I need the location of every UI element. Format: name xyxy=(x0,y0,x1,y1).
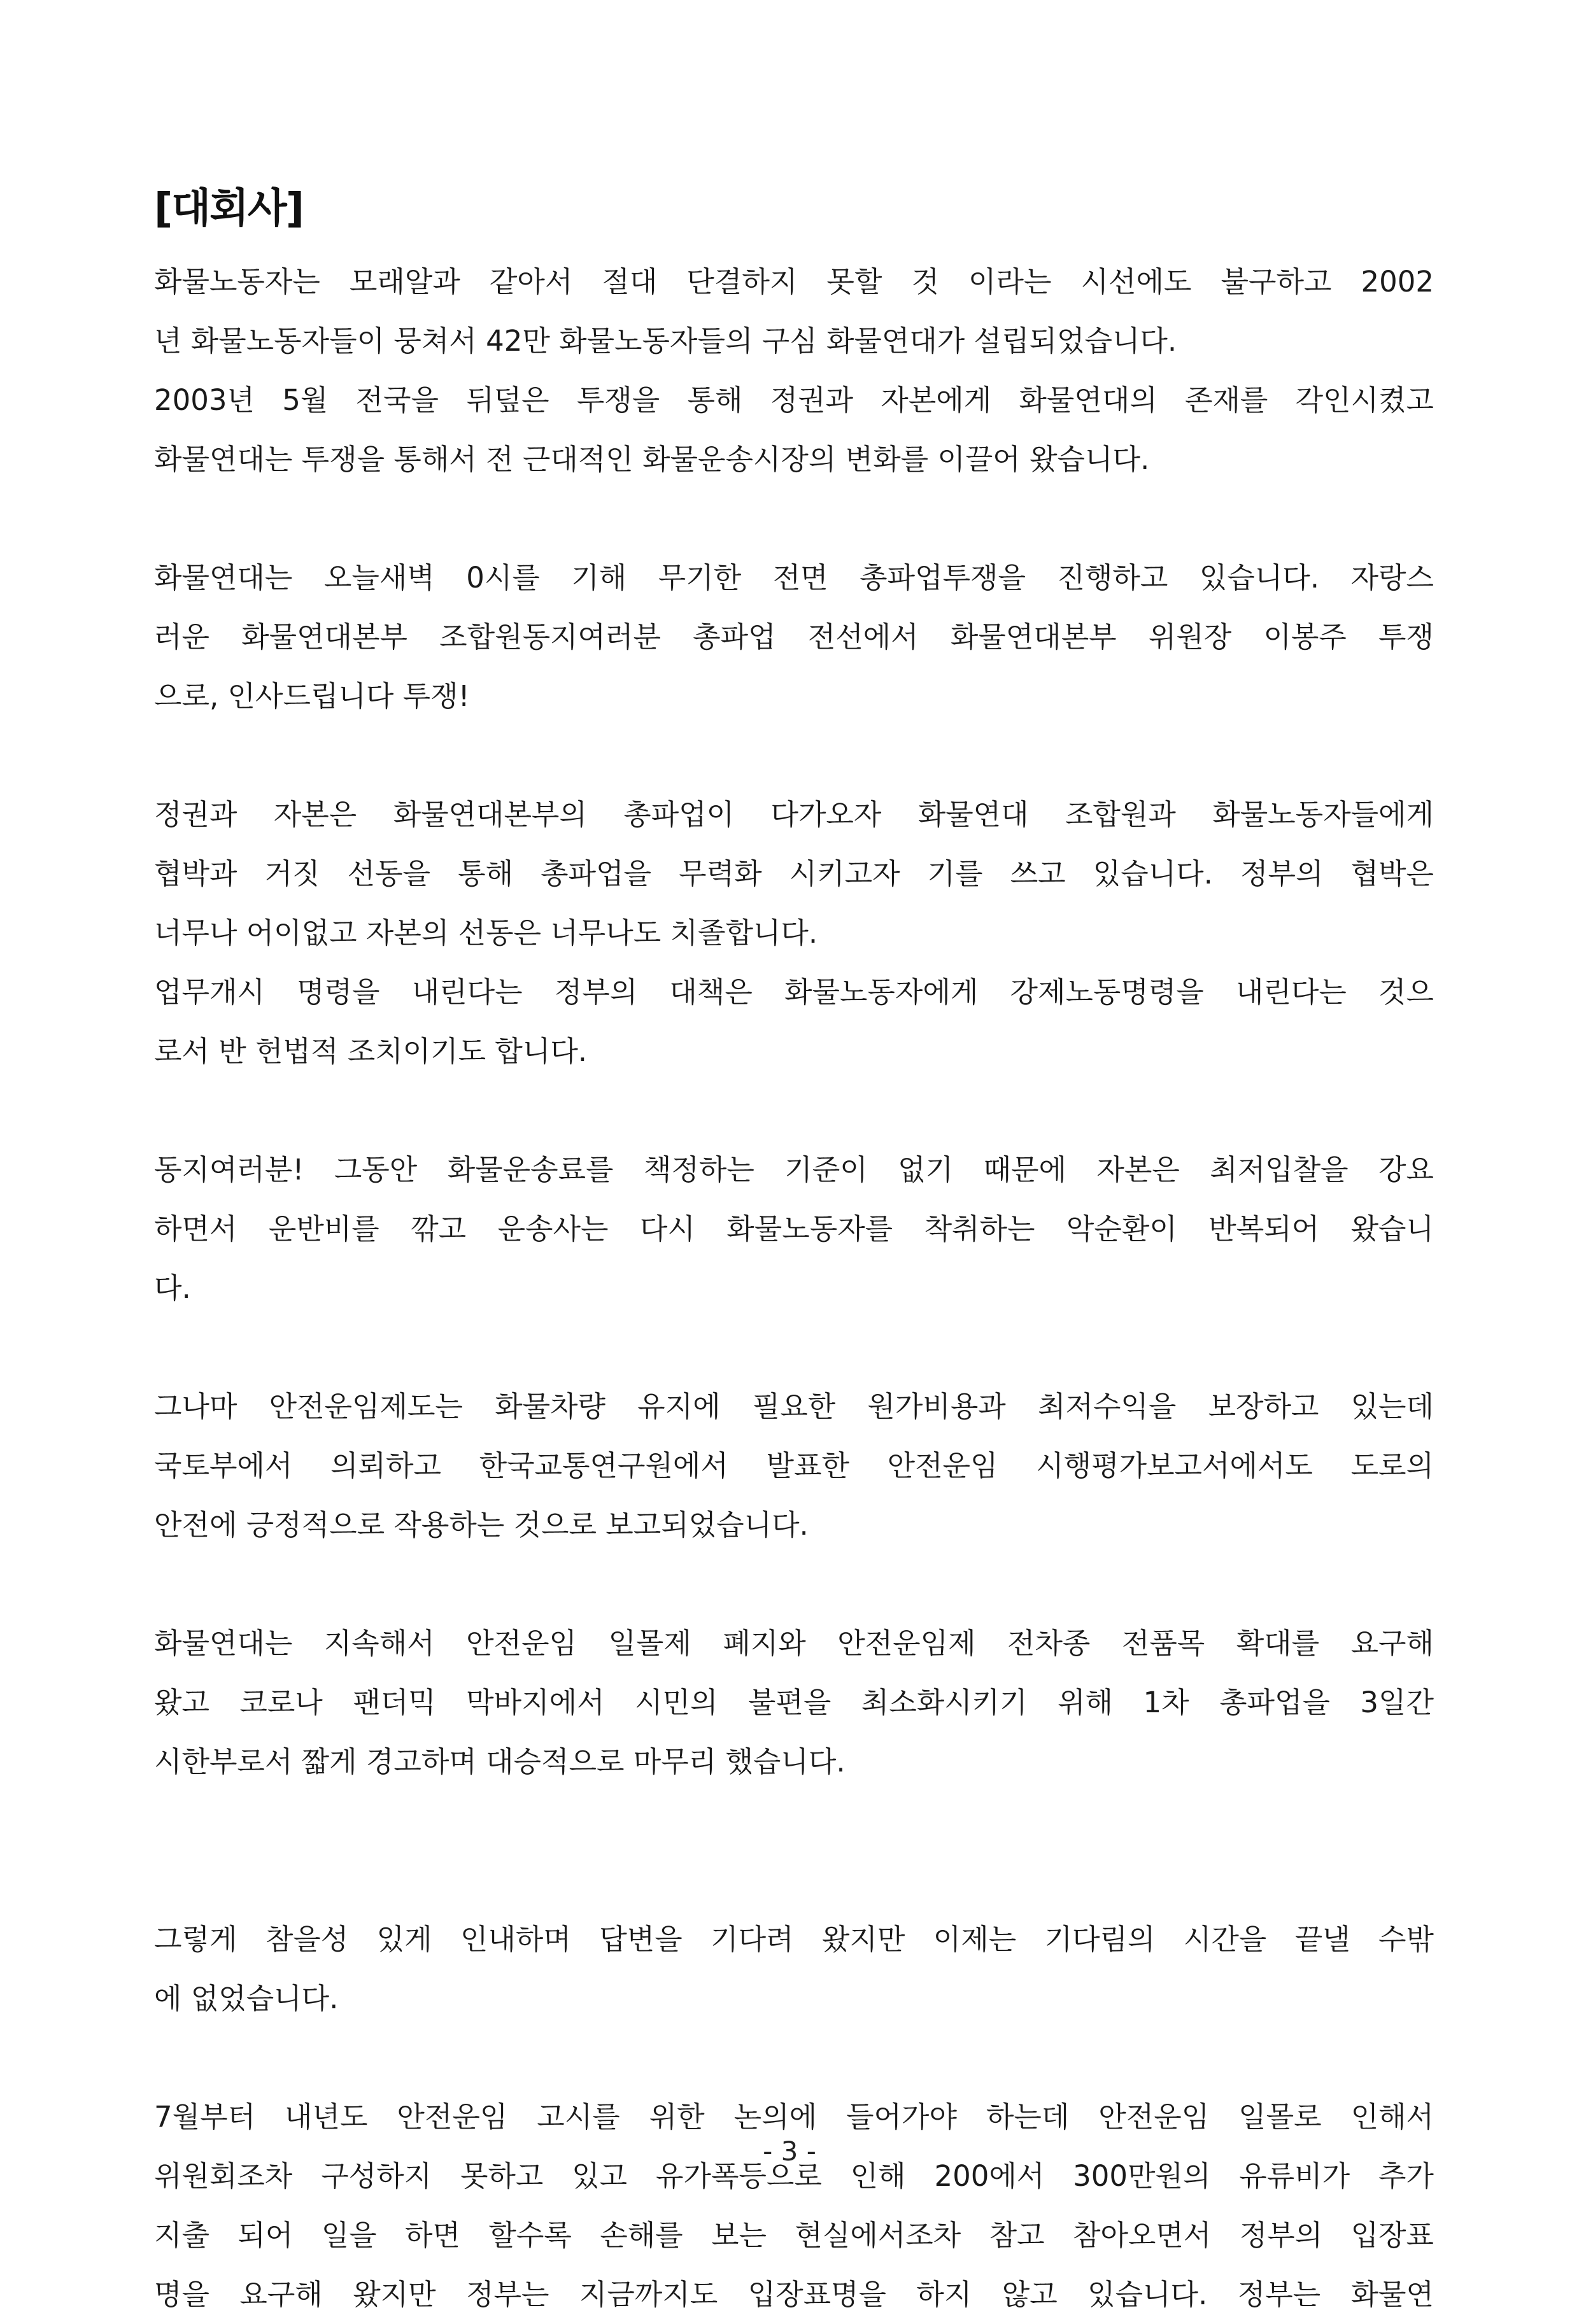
paragraph-6 xyxy=(154,1614,1434,1791)
paragraph-gap xyxy=(154,1554,1434,1614)
text-line: 정권과 자본은 화물연대본부의 총파업이 다가오자 화물연대 조합원과 화물노동자들에게 xyxy=(154,798,1434,831)
text-line: 업무개시 명령을 내린다는 정부의 대책은 화물노동자에게 강제노동명령을 내린다는 것으 xyxy=(154,975,1434,1009)
paragraph-gap xyxy=(154,1081,1434,1140)
text-line: 동지여러분! 그동안 화물운송료를 책정하는 기준이 없기 때문에 자본은 최저입찰을 강요 xyxy=(154,1153,1434,1187)
paragraph-gap xyxy=(154,726,1434,785)
text-line: 7월부터 내년도 안전운임 고시를 위한 논의에 들어가야 하는데 안전운임 일몰로 인해서 xyxy=(154,2100,1434,2134)
text-line: 하면서 운반비를 깎고 운송사는 다시 화물노동자를 착취하는 악순환이 반복되어 왔습니 xyxy=(154,1212,1434,1246)
text-line: 화물연대는 지속해서 안전운임 일몰제 폐지와 안전운임제 전차종 전품목 확대를 요구해 xyxy=(154,1626,1434,1660)
text-line: 그나마 안전운임제도는 화물차량 유지에 필요한 원가비용과 최저수익을 보장하고 있는데 xyxy=(154,1390,1434,1423)
text-line: 너무나 어이없고 자본의 선동은 너무나도 치졸합니다. xyxy=(154,916,818,950)
paragraph-gap xyxy=(154,1791,1434,1850)
body-text xyxy=(154,252,1434,2324)
text-line: 위원회조차 구성하지 못하고 있고 유가폭등으로 인해 200에서 300만원의 유류비가 추가 xyxy=(154,2159,1434,2193)
text-line: 에 없었습니다. xyxy=(154,1982,339,2015)
text-line: 로서 반 헌법적 조치이기도 합니다. xyxy=(154,1034,588,1068)
text-line: 명을 요구해 왔지만 정부는 지금까지도 입장표명을 하지 않고 있습니다. 정부는 화물연 xyxy=(154,2278,1434,2311)
text-line: 시한부로서 짧게 경고하며 대승적으로 마무리 했습니다. xyxy=(154,1745,846,1778)
text-line: 그렇게 참을성 있게 인내하며 답변을 기다려 왔지만 이제는 기다림의 시간을 끝낼 수밖 xyxy=(154,1922,1434,1956)
paragraph-7 xyxy=(154,1910,1434,2028)
paragraph-1 xyxy=(154,252,1434,489)
text-line: 러운 화물연대본부 조합원동지여러분 총파업 전선에서 화물연대본부 위원장 이봉주 투쟁 xyxy=(154,620,1434,654)
text-line: 화물연대는 오늘새벽 0시를 기해 무기한 전면 총파업투쟁을 진행하고 있습니다. 자랑스 xyxy=(154,561,1434,595)
paragraph-gap xyxy=(154,489,1434,548)
paragraph-4 xyxy=(154,1140,1434,1318)
text-line: 국토부에서 의뢰하고 한국교통연구원에서 발표한 안전운임 시행평가보고서에서도 도로의 xyxy=(154,1449,1434,1482)
paragraph-3 xyxy=(154,785,1434,1081)
page-number: - 3 - xyxy=(763,2136,816,2167)
section-title: [대회사] xyxy=(154,185,303,232)
text-line: 으로, 인사드립니다 투쟁! xyxy=(154,679,470,713)
text-line: 지출 되어 일을 하면 할수록 손해를 보는 현실에서조차 참고 참아오면서 정부의 입장표 xyxy=(154,2218,1434,2252)
paragraph-gap xyxy=(154,2028,1434,2087)
text-line: 다. xyxy=(154,1271,191,1305)
paragraph-5 xyxy=(154,1377,1434,1554)
text-line: 안전에 긍정적으로 작용하는 것으로 보고되었습니다. xyxy=(154,1508,809,1542)
text-line: 년 화물노동자들이 뭉쳐서 42만 화물노동자들의 구심 화물연대가 설립되었습니다. xyxy=(154,324,1177,358)
paragraph-gap xyxy=(154,1850,1434,1910)
paragraph-gap xyxy=(154,1318,1434,1377)
text-line: 화물노동자는 모래알과 같아서 절대 단결하지 못할 것 이라는 시선에도 불구하고 2002 xyxy=(154,265,1434,299)
text-line: 화물연대는 투쟁을 통해서 전 근대적인 화물운송시장의 변화를 이끌어 왔습니다. xyxy=(154,442,1150,476)
text-line: 왔고 코로나 팬더믹 막바지에서 시민의 불편을 최소화시키기 위해 1차 총파업을 3일간 xyxy=(154,1686,1434,1719)
paragraph-8 xyxy=(154,2087,1434,2324)
text-line: 2003년 5월 전국을 뒤덮은 투쟁을 통해 정권과 자본에게 화물연대의 존재를 각인시켰고 xyxy=(154,383,1434,417)
text-line: 협박과 거짓 선동을 통해 총파업을 무력화 시키고자 기를 쓰고 있습니다. 정부의 협박은 xyxy=(154,857,1434,891)
paragraph-2 xyxy=(154,548,1434,726)
